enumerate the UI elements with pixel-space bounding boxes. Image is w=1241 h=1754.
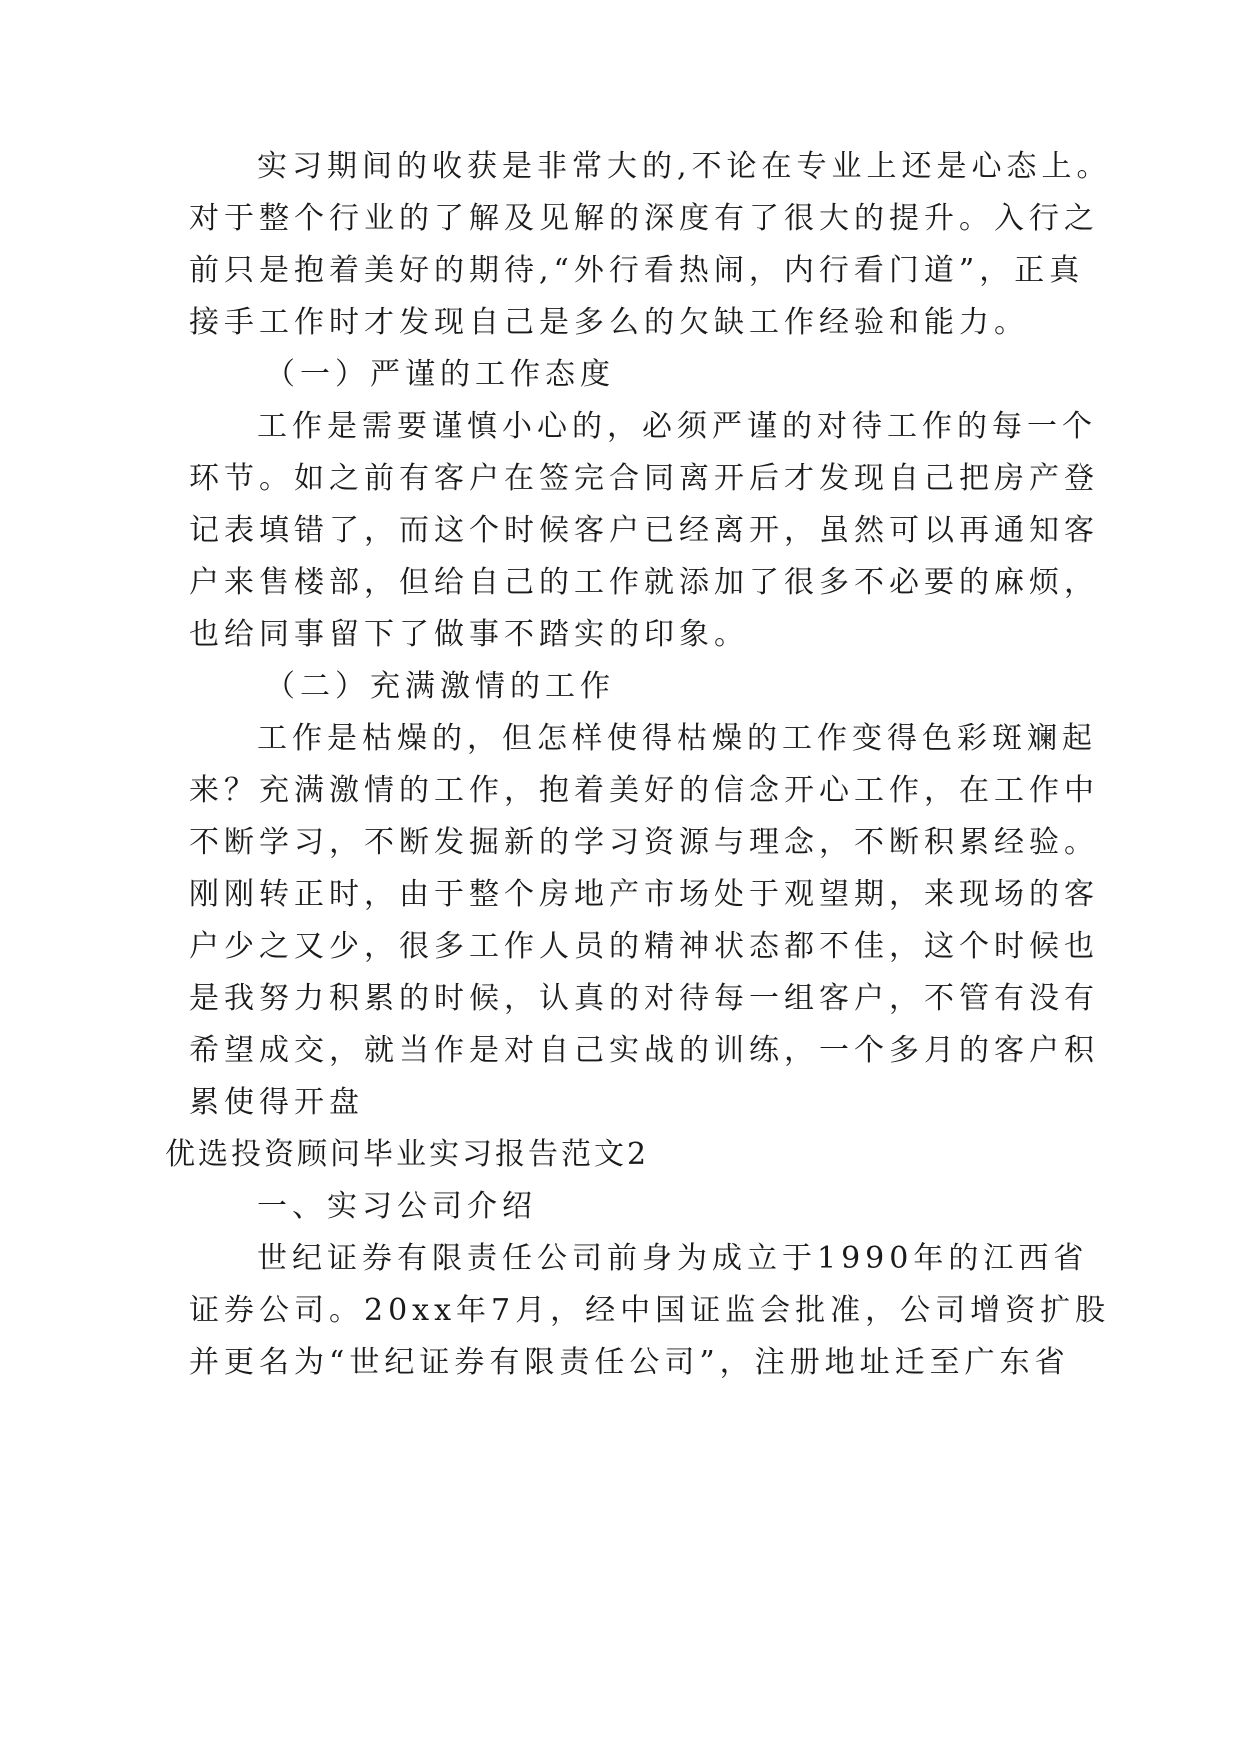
- paragraph-line: 接手工作时才发现自己是多么的欠缺工作经验和能力。: [189, 305, 1029, 340]
- paragraph-line: 证券公司。20xx年7月，经中国证监会批准，公司增资扩股: [189, 1293, 1111, 1328]
- section-heading: 一、实习公司介绍: [257, 1189, 537, 1224]
- paragraph-line: 世纪证券有限责任公司前身为成立于1990年的江西省: [257, 1241, 1089, 1276]
- document-title: 优选投资顾问毕业实习报告范文2: [165, 1137, 650, 1172]
- paragraph-line: 户少之又少，很多工作人员的精神状态都不佳，这个时候也: [189, 929, 1099, 964]
- paragraph-line: 对于整个行业的了解及见解的深度有了很大的提升。入行之: [189, 201, 1099, 236]
- paragraph-line: 来？充满激情的工作，抱着美好的信念开心工作，在工作中: [189, 773, 1099, 808]
- paragraph-line: 并更名为“世纪证券有限责任公司”，注册地址迁至广东省: [189, 1345, 1070, 1380]
- paragraph-line: 刚刚转正时，由于整个房地产市场处于观望期，来现场的客: [189, 877, 1099, 912]
- paragraph-line: 实习期间的收获是非常大的,不论在专业上还是心态上。: [257, 149, 1112, 184]
- paragraph-line: 工作是需要谨慎小心的，必须严谨的对待工作的每一个: [257, 409, 1097, 444]
- paragraph-line: 希望成交，就当作是对自己实战的训练，一个多月的客户积: [189, 1033, 1099, 1068]
- paragraph-line: 前只是抱着美好的期待,“外行看热闹，内行看门道”，正真: [189, 253, 1085, 288]
- paragraph-line: 环节。如之前有客户在签完合同离开后才发现自己把房产登: [189, 461, 1099, 496]
- paragraph-line: 也给同事留下了做事不踏实的印象。: [189, 617, 749, 652]
- section-heading: （一）严谨的工作态度: [265, 357, 615, 392]
- paragraph-line: 累使得开盘: [189, 1085, 364, 1120]
- paragraph-line: 是我努力积累的时候，认真的对待每一组客户，不管有没有: [189, 981, 1099, 1016]
- paragraph-line: 户来售楼部，但给自己的工作就添加了很多不必要的麻烦，: [189, 565, 1099, 600]
- paragraph-line: 工作是枯燥的，但怎样使得枯燥的工作变得色彩斑斓起: [257, 721, 1097, 756]
- section-heading: （二）充满激情的工作: [265, 669, 615, 704]
- paragraph-line: 不断学习，不断发掘新的学习资源与理念，不断积累经验。: [189, 825, 1099, 860]
- paragraph-line: 记表填错了，而这个时候客户已经离开，虽然可以再通知客: [189, 513, 1099, 548]
